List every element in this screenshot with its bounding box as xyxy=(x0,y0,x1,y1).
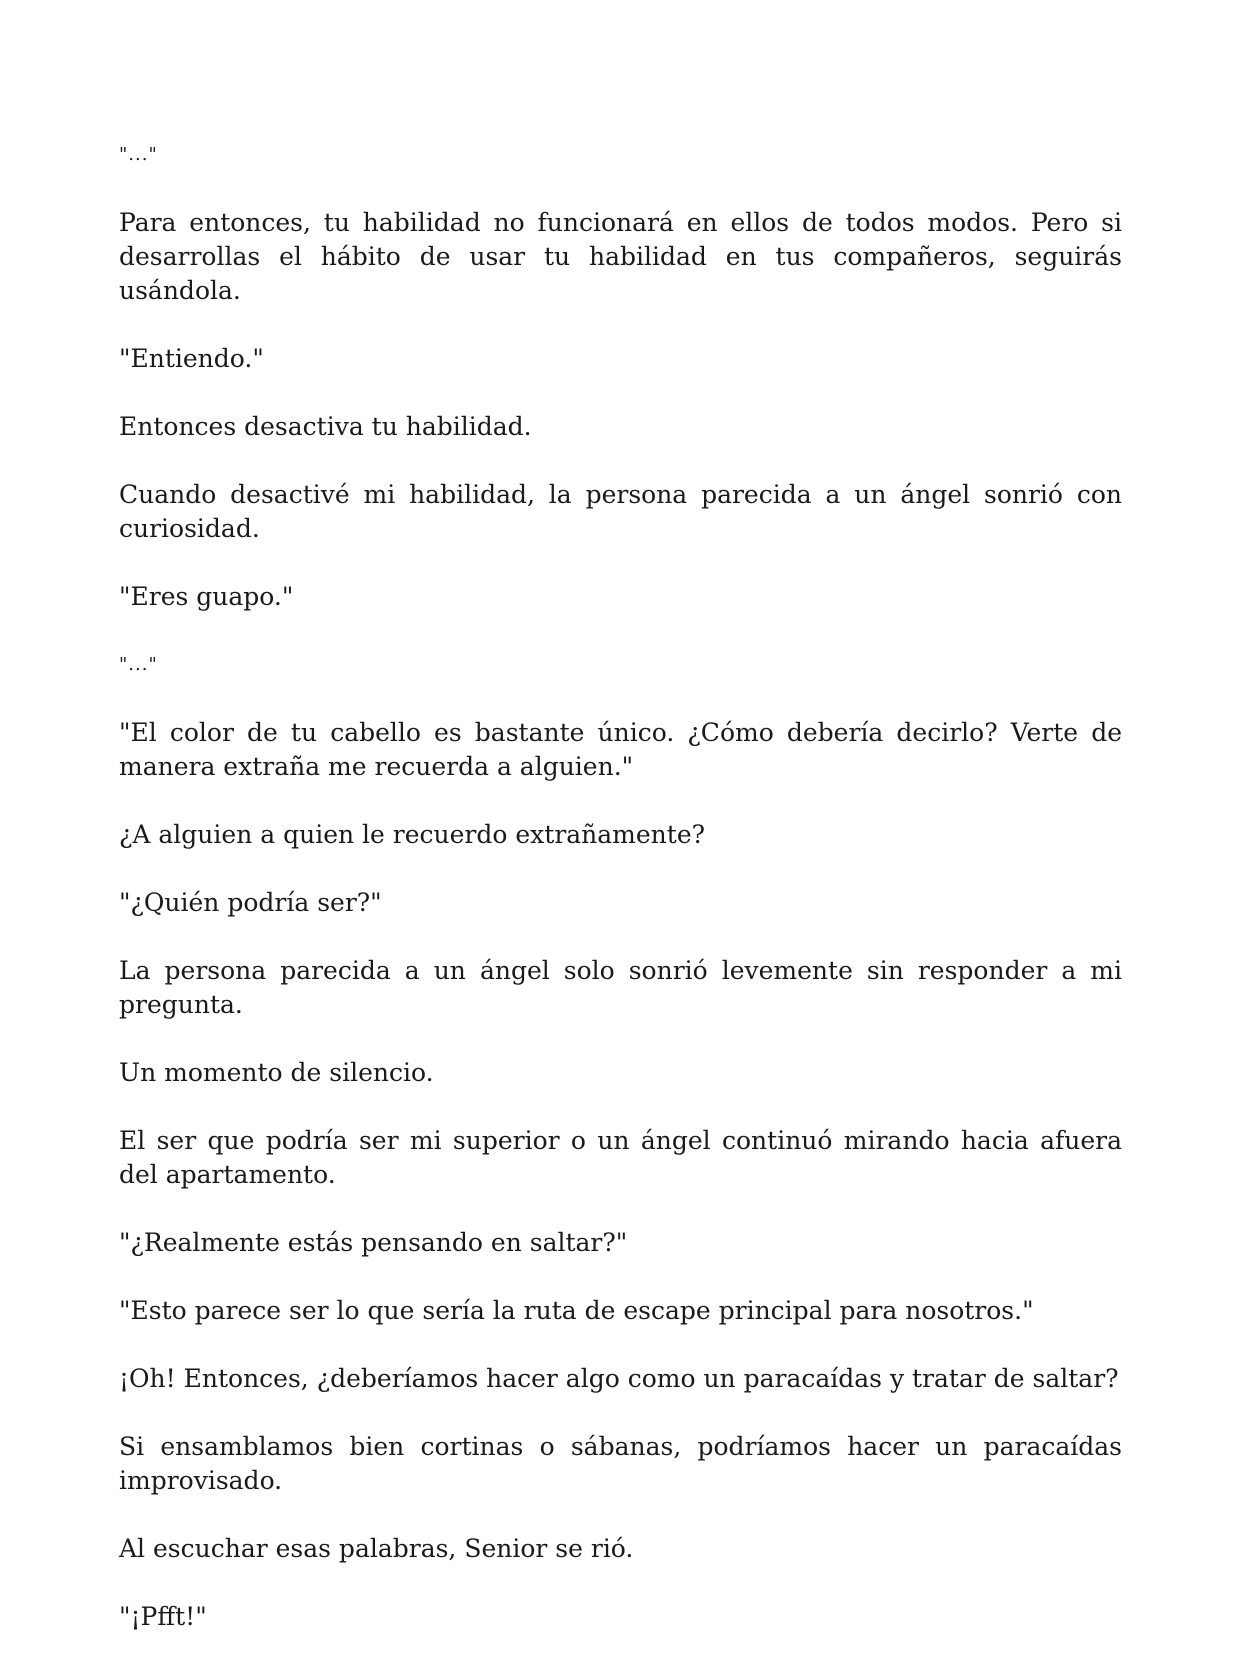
document-body xyxy=(119,138,1122,1668)
paragraph: La persona parecida a un ángel solo sonrió levemente sin responder a mi pregunta. xyxy=(119,956,1122,1019)
paragraph: "..." xyxy=(119,144,158,165)
paragraph: Si ensamblamos bien cortinas o sábanas, podríamos hacer un paracaídas improvisado. xyxy=(119,1432,1122,1495)
paragraph: "Entiendo." xyxy=(119,344,264,373)
paragraph: Entonces desactiva tu habilidad. xyxy=(119,412,532,441)
paragraph: Para entonces, tu habilidad no funcionará en ellos de todos modos. Pero si desarrollas el hábito de usar tu habilidad en tus compañeros, seguirás usándola. xyxy=(119,208,1122,305)
paragraph: "El color de tu cabello es bastante único. ¿Cómo debería decirlo? Verte de manera extraña me recuerda a alguien." xyxy=(119,718,1122,781)
paragraph: ¡Oh! Entonces, ¿deberíamos hacer algo como un paracaídas y tratar de saltar? xyxy=(119,1364,1119,1393)
paragraph: Al escuchar esas palabras, Senior se rió. xyxy=(119,1534,634,1563)
paragraph: "¿Quién podría ser?" xyxy=(119,888,382,917)
paragraph: Un momento de silencio. xyxy=(119,1058,434,1087)
paragraph: "Eres guapo." xyxy=(119,582,294,611)
paragraph: "¡Pfft!" xyxy=(119,1602,207,1631)
paragraph: "Esto parece ser lo que sería la ruta de escape principal para nosotros." xyxy=(119,1296,1034,1325)
paragraph: "..." xyxy=(119,654,158,675)
paragraph: El ser que podría ser mi superior o un ángel continuó mirando hacia afuera del apartamento. xyxy=(119,1126,1122,1189)
paragraph: ¿A alguien a quien le recuerdo extrañamente? xyxy=(119,820,706,849)
paragraph: "¿Realmente estás pensando en saltar?" xyxy=(119,1228,628,1257)
paragraph: Cuando desactivé mi habilidad, la persona parecida a un ángel sonrió con curiosidad. xyxy=(119,480,1122,543)
